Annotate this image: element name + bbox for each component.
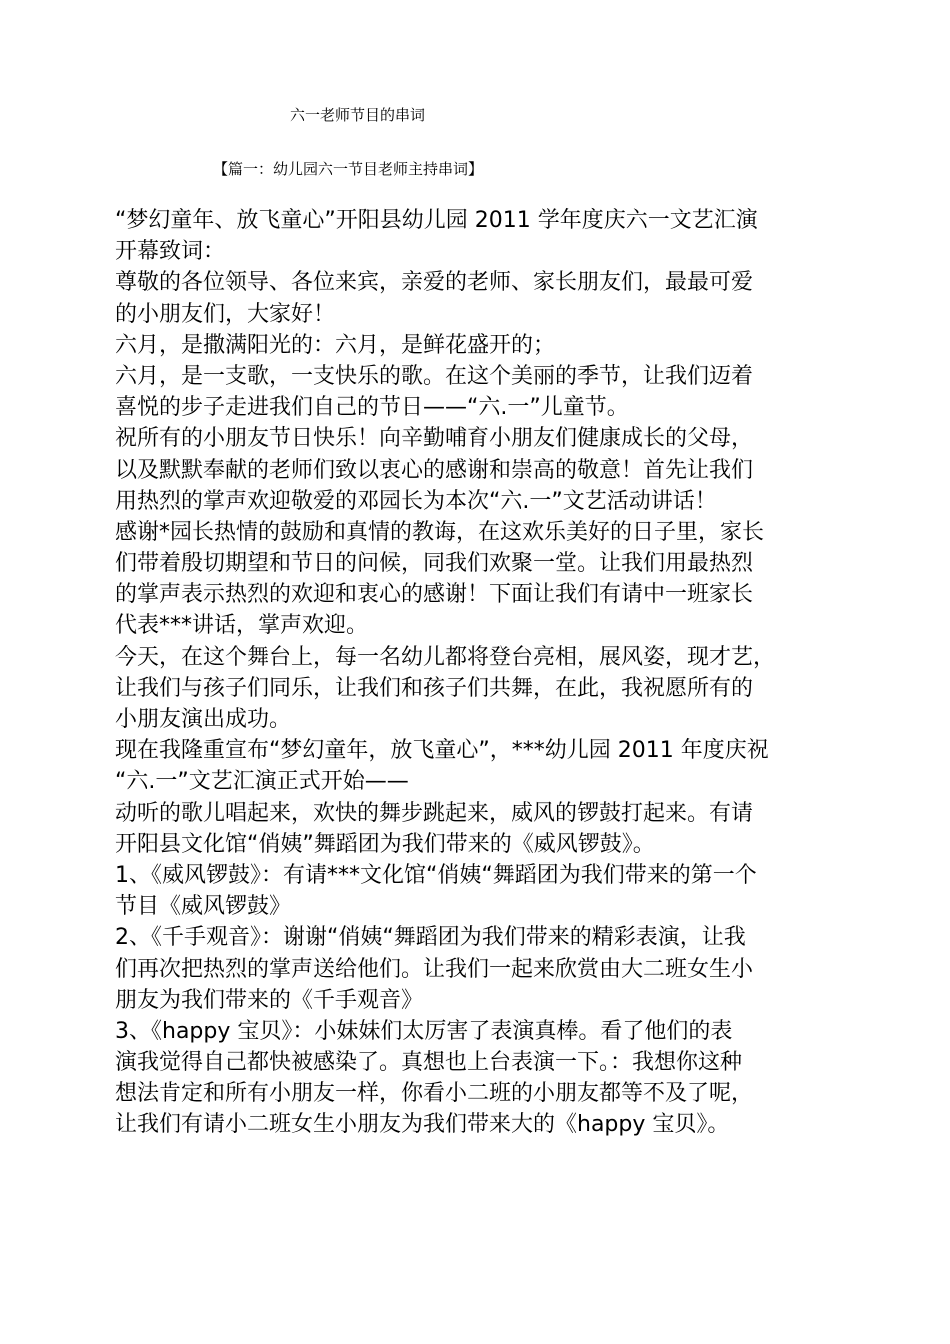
document-body [115, 205, 840, 1141]
body-line: 们带着殷切期望和节日的问候，同我们欢聚一堂。让我们用最热烈 [115, 551, 754, 577]
body-line: 小朋友演出成功。 [115, 707, 292, 732]
body-line: 想法肯定和所有小朋友一样，你看小二班的小朋友都等不及了呢， [115, 1081, 754, 1107]
body-line: 的掌声表示热烈的欢迎和衷心的感谢！下面让我们有请中一班家长 [115, 582, 754, 608]
section-heading: 【篇一：幼儿园六一节目老师主持串词】 [213, 160, 484, 178]
body-line: 动听的歌儿唱起来，欢快的舞步跳起来，威风的锣鼓打起来。有请 [115, 800, 754, 826]
body-line: 今天，在这个舞台上，每一名幼儿都将登台亮相，展风姿，现才艺， [115, 644, 776, 670]
body-line: 开阳县文化馆“俏姨”舞蹈团为我们带来的《威风锣鼓》。 [115, 831, 655, 857]
body-line: 3、《happy 宝贝》：小妹妹们太厉害了表演真棒。看了他们的表 [115, 1018, 733, 1044]
body-line: “梦幻童年、放飞童心”开阳县幼儿园 2011 学年度庆六一文艺汇演 [115, 208, 758, 233]
body-line: 2、《千手观音》：谢谢“俏姨“舞蹈团为我们带来的精彩表演，让我 [115, 925, 746, 951]
body-line: 六月，是一支歌，一支快乐的歌。在这个美丽的季节，让我们迈着 [115, 363, 754, 389]
body-line: 的小朋友们，大家好！ [115, 301, 336, 327]
body-line: 1、《威风锣鼓》：有请***文化馆“俏姨“舞蹈团为我们带来的第一个 [115, 862, 757, 888]
body-line: 感谢*园长热情的鼓励和真情的教诲，在这欢乐美好的日子里，家长 [115, 519, 765, 545]
body-line: 以及默默奉献的老师们致以衷心的感谢和崇高的敬意！首先让我们 [115, 457, 754, 483]
body-line: 节目《威风锣鼓》 [115, 894, 292, 920]
body-line: 演我觉得自己都快被感染了。真想也上台表演一下。：我想你这种 [115, 1050, 743, 1076]
document-title: 六一老师节目的串词 [290, 106, 426, 124]
body-line: 代表***讲话，掌声欢迎。 [115, 613, 369, 639]
body-line: “六.一”文艺汇演正式开始—— [115, 769, 409, 795]
body-line: 用热烈的掌声欢迎敬爱的邓园长为本次“六.一”文艺活动讲话！ [115, 488, 717, 514]
body-line: 喜悦的步子走进我们自己的节日——“六.一”儿童节。 [115, 395, 629, 421]
body-line: 让我们有请小二班女生小朋友为我们带来大的《happy 宝贝》。 [115, 1112, 730, 1138]
body-line: 开幕致词： [115, 239, 226, 265]
body-line: 们再次把热烈的掌声送给他们。让我们一起来欣赏由大二班女生小 [115, 956, 754, 982]
body-line: 六月，是撒满阳光的：六月，是鲜花盛开的； [115, 332, 556, 358]
body-line: 让我们与孩子们同乐，让我们和孩子们共舞，在此，我祝愿所有的 [115, 675, 754, 701]
body-line: 现在我隆重宣布“梦幻童年，放飞童心”，***幼儿园 2011 年度庆祝 [115, 738, 769, 764]
body-line: 尊敬的各位领导、各位来宾，亲爱的老师、家长朋友们，最最可爱 [115, 270, 754, 296]
body-line: 祝所有的小朋友节日快乐！向辛勤哺育小朋友们健康成长的父母， [115, 426, 754, 452]
body-line: 朋友为我们带来的《千手观音》 [115, 987, 424, 1013]
